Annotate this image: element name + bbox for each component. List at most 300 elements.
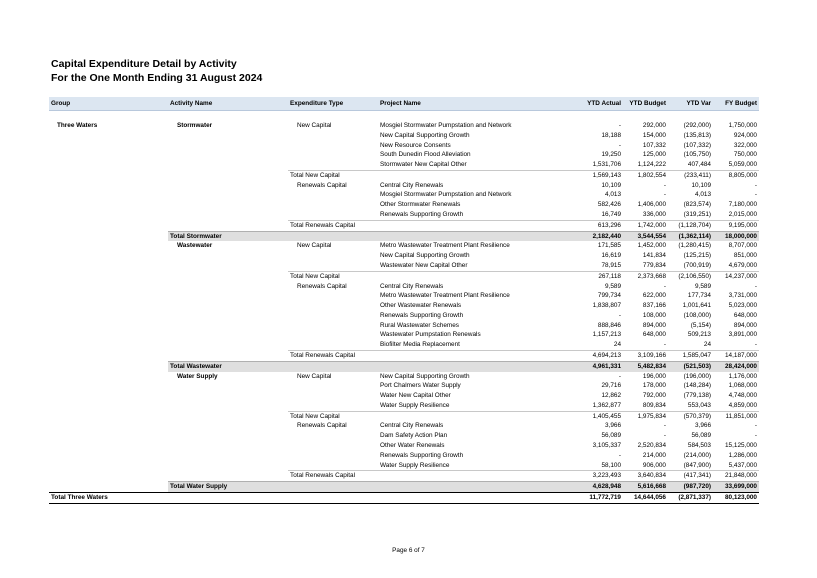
table-row xyxy=(49,291,759,301)
ytd-var-cell: 509,213 xyxy=(687,331,711,339)
project-cell: Wastewater New Capital Other xyxy=(380,261,468,269)
activity-cell xyxy=(168,291,288,301)
ytd-var-cell: (1,128,704) xyxy=(668,220,713,231)
ytd-var-cell: (521,503) xyxy=(668,361,713,371)
fy-budget-cell: 8,805,000 xyxy=(713,170,759,180)
group-cell xyxy=(49,190,168,200)
table-row xyxy=(49,301,759,311)
fy-budget-cell: 1,286,000 xyxy=(728,451,757,459)
fy-budget-cell: 5,023,000 xyxy=(728,302,757,310)
group-cell xyxy=(49,421,168,431)
project-cell: Renewals Supporting Growth xyxy=(380,451,464,459)
col-header-project: Project Name xyxy=(378,97,575,111)
group-total-label: Total Three Waters xyxy=(49,492,168,503)
group-cell xyxy=(49,361,168,371)
activity-cell xyxy=(168,350,288,361)
fy-budget-cell: 3,891,000 xyxy=(728,331,757,339)
ytd-actual-cell: - xyxy=(618,311,621,319)
ytd-var-cell: 9,589 xyxy=(695,282,711,290)
report-subtitle: For the One Month Ending 31 August 2024 xyxy=(51,72,263,84)
activity-cell xyxy=(168,381,288,391)
expenditure-type-cell xyxy=(288,482,378,493)
expenditure-type-cell xyxy=(288,231,378,241)
subtotal-label: Total New Capital xyxy=(288,170,378,180)
project-cell: Other Wastewater Renewals xyxy=(380,302,462,310)
subtotal-row xyxy=(49,271,759,281)
project-cell: Central City Renewals xyxy=(380,422,444,430)
ytd-actual-cell: 3,105,337 xyxy=(592,442,621,449)
ytd-actual-cell: 171,585 xyxy=(597,242,621,250)
ytd-var-cell: (135,813) xyxy=(683,131,711,139)
ytd-actual-cell: 888,846 xyxy=(597,321,621,329)
col-header-ytd-actual: YTD Actual xyxy=(575,97,623,111)
expenditure-type-cell xyxy=(288,330,378,340)
ytd-actual-cell: 613,296 xyxy=(575,220,623,231)
group-cell xyxy=(49,291,168,301)
col-header-group: Group xyxy=(49,97,168,111)
project-cell: Wastewater Pumpstation Renewals xyxy=(380,331,481,339)
ytd-actual-cell: 58,100 xyxy=(601,461,621,469)
fy-budget-cell: 3,731,000 xyxy=(728,292,757,300)
ytd-actual-cell: 18,188 xyxy=(601,131,621,139)
group-cell xyxy=(49,372,168,382)
table-row xyxy=(49,121,759,131)
ytd-budget-cell: 107,332 xyxy=(642,141,666,149)
fy-budget-cell: - xyxy=(754,191,757,199)
ytd-actual-cell: 1,569,143 xyxy=(575,170,623,180)
ytd-budget-cell: 5,482,834 xyxy=(623,361,668,371)
table-row xyxy=(49,321,759,331)
group-cell xyxy=(49,330,168,340)
fy-budget-cell: 11,851,000 xyxy=(713,411,759,421)
group-cell xyxy=(49,301,168,311)
activity-cell xyxy=(168,431,288,441)
project-cell: New Capital Supporting Growth xyxy=(380,372,470,380)
expenditure-type-cell: Renewals Capital xyxy=(297,282,347,290)
ytd-var-cell: (125,215) xyxy=(683,252,711,260)
group-cell xyxy=(49,391,168,401)
ytd-budget-cell: 178,000 xyxy=(642,382,666,390)
table-row xyxy=(49,160,759,170)
activity-cell xyxy=(168,141,288,151)
ytd-budget-cell: 2,373,668 xyxy=(623,271,668,281)
expenditure-type-cell xyxy=(288,311,378,321)
expenditure-type-cell xyxy=(288,261,378,271)
ytd-actual-cell: 1,838,807 xyxy=(592,302,621,310)
project-cell: Central City Renewals xyxy=(380,181,444,189)
fy-budget-cell: 5,437,000 xyxy=(728,461,757,469)
group-cell xyxy=(49,181,168,191)
group-cell xyxy=(49,160,168,170)
project-cell xyxy=(378,411,575,421)
group-cell xyxy=(49,482,168,493)
table-row xyxy=(49,190,759,200)
ytd-var-cell: (148,284) xyxy=(683,382,711,390)
group-cell xyxy=(49,431,168,441)
activity-total-label: Total Water Supply xyxy=(168,482,288,493)
table-row xyxy=(49,141,759,151)
project-cell: Stormwater New Capital Other xyxy=(380,161,467,169)
ytd-budget-cell: 894,000 xyxy=(642,321,666,329)
project-cell xyxy=(378,361,575,371)
ytd-actual-cell: 1,157,213 xyxy=(592,331,621,339)
project-cell: New Resource Consents xyxy=(380,141,451,149)
ytd-var-cell: (214,000) xyxy=(683,451,711,459)
activity-cell xyxy=(168,150,288,160)
fy-budget-cell: 8,707,000 xyxy=(728,242,757,250)
ytd-var-cell: (987,720) xyxy=(668,482,713,493)
activity-cell xyxy=(168,282,288,292)
activity-cell xyxy=(168,451,288,461)
table-row xyxy=(49,330,759,340)
table-row xyxy=(49,261,759,271)
fy-budget-cell: 1,068,000 xyxy=(728,382,757,390)
activity-cell xyxy=(168,160,288,170)
group-cell xyxy=(49,282,168,292)
ytd-var-cell: 3,966 xyxy=(695,422,711,430)
ytd-var-cell: (196,000) xyxy=(683,372,711,380)
ytd-budget-cell: 779,834 xyxy=(642,261,666,269)
table-row xyxy=(49,451,759,461)
expenditure-type-cell xyxy=(288,381,378,391)
fy-budget-cell: 924,000 xyxy=(733,131,757,139)
project-cell: Metro Wastewater Treatment Plant Resilience xyxy=(380,292,510,300)
ytd-actual-cell: - xyxy=(618,122,621,129)
activity-cell xyxy=(168,441,288,451)
ytd-budget-cell: - xyxy=(663,422,666,430)
ytd-budget-cell: 1,124,222 xyxy=(637,161,666,169)
subtotal-row xyxy=(49,170,759,180)
project-cell: South Dunedin Flood Alleviation xyxy=(380,151,471,159)
subtotal-label: Total New Capital xyxy=(288,411,378,421)
ytd-actual-cell: 1,362,877 xyxy=(592,401,621,409)
project-cell: Water New Capital Other xyxy=(380,392,451,400)
fy-budget-cell: 851,000 xyxy=(733,252,757,260)
ytd-budget-cell: 336,000 xyxy=(642,211,666,219)
fy-budget-cell: 15,125,000 xyxy=(725,442,757,449)
table-row xyxy=(49,431,759,441)
activity-total-label: Total Stormwater xyxy=(168,231,288,241)
ytd-budget-cell: - xyxy=(663,282,666,290)
ytd-actual-cell: 10,109 xyxy=(601,181,621,189)
activity-cell xyxy=(168,190,288,200)
ytd-actual-cell: 267,118 xyxy=(575,271,623,281)
project-cell: New Capital Supporting Growth xyxy=(380,131,470,139)
ytd-actual-cell: 24 xyxy=(613,341,621,349)
expenditure-type-cell xyxy=(288,251,378,261)
ytd-actual-cell: 1,531,706 xyxy=(592,161,621,169)
subtotal-label: Total Renewals Capital xyxy=(288,350,378,361)
table-row xyxy=(49,340,759,350)
ytd-var-cell: (847,900) xyxy=(683,461,711,469)
activity-cell xyxy=(168,261,288,271)
ytd-budget-cell: 1,742,000 xyxy=(623,220,668,231)
ytd-var-cell: (570,379) xyxy=(668,411,713,421)
activity-cell xyxy=(168,311,288,321)
ytd-var-cell: (107,332) xyxy=(683,141,711,149)
fy-budget-cell: 1,750,000 xyxy=(728,122,757,129)
group-cell xyxy=(49,311,168,321)
project-cell xyxy=(378,271,575,281)
fy-budget-cell: 2,015,000 xyxy=(728,211,757,219)
ytd-actual-cell: 16,619 xyxy=(601,252,621,260)
ytd-budget-cell: - xyxy=(663,432,666,440)
col-header-activity: Activity Name xyxy=(168,97,288,111)
subtotal-label: Total New Capital xyxy=(288,271,378,281)
ytd-budget-cell: 792,000 xyxy=(642,392,666,400)
fy-budget-cell: - xyxy=(754,432,757,440)
table-row xyxy=(49,391,759,401)
activity-cell xyxy=(168,321,288,331)
ytd-actual-cell: 11,772,719 xyxy=(575,492,623,503)
ytd-var-cell: (105,750) xyxy=(683,151,711,159)
expenditure-type-cell xyxy=(288,141,378,151)
subtotal-label: Total Renewals Capital xyxy=(288,220,378,231)
activity-cell xyxy=(168,391,288,401)
activity-cell xyxy=(168,461,288,471)
project-cell: Other Water Renewals xyxy=(380,442,445,449)
ytd-var-cell: (1,362,114) xyxy=(668,231,713,241)
ytd-actual-cell: 19,250 xyxy=(601,151,621,159)
ytd-actual-cell: 2,182,440 xyxy=(575,231,623,241)
ytd-var-cell: 56,089 xyxy=(691,432,711,440)
activity-cell: Wastewater xyxy=(177,242,213,250)
table-row xyxy=(49,210,759,220)
ytd-actual-cell: 3,966 xyxy=(605,422,621,430)
table-row xyxy=(49,461,759,471)
fy-budget-cell: 21,848,000 xyxy=(713,471,759,482)
expenditure-type-cell xyxy=(288,431,378,441)
capex-table xyxy=(49,97,759,504)
ytd-var-cell: (2,106,550) xyxy=(668,271,713,281)
group-cell xyxy=(49,451,168,461)
subtotal-label: Total Renewals Capital xyxy=(288,471,378,482)
ytd-var-cell: (700,919) xyxy=(683,261,711,269)
project-cell: Renewals Supporting Growth xyxy=(380,211,464,219)
expenditure-type-cell: New Capital xyxy=(297,122,332,129)
project-cell xyxy=(378,471,575,482)
fy-budget-cell: 1,176,000 xyxy=(728,372,757,380)
group-cell xyxy=(49,350,168,361)
project-cell: Renewals Supporting Growth xyxy=(380,311,464,319)
ytd-actual-cell: - xyxy=(618,141,621,149)
project-cell: Dam Safety Action Plan xyxy=(380,432,448,440)
activity-cell xyxy=(168,411,288,421)
table-row xyxy=(49,282,759,292)
project-cell: Rural Wastewater Schemes xyxy=(380,321,459,329)
activity-cell: Water Supply xyxy=(177,372,218,380)
project-cell xyxy=(378,350,575,361)
ytd-actual-cell: 9,589 xyxy=(605,282,621,290)
fy-budget-cell: 80,123,000 xyxy=(713,492,759,503)
ytd-var-cell: (823,574) xyxy=(683,201,711,209)
fy-budget-cell: 750,000 xyxy=(733,151,757,159)
fy-budget-cell: 14,187,000 xyxy=(713,350,759,361)
fy-budget-cell: 4,859,000 xyxy=(728,401,757,409)
expenditure-type-cell xyxy=(288,451,378,461)
group-cell: Three Waters xyxy=(57,122,98,129)
ytd-budget-cell: 837,166 xyxy=(642,302,666,310)
project-cell xyxy=(378,170,575,180)
group-cell xyxy=(49,150,168,160)
group-cell xyxy=(49,241,168,251)
expenditure-type-cell xyxy=(288,190,378,200)
fy-budget-cell: 4,679,000 xyxy=(728,261,757,269)
col-header-ytd-budget: YTD Budget xyxy=(623,97,668,111)
subtotal-row xyxy=(49,411,759,421)
fy-budget-cell: 7,180,000 xyxy=(728,201,757,209)
expenditure-type-cell: Renewals Capital xyxy=(297,181,347,189)
project-cell: Biofilter Media Replacement xyxy=(380,341,460,349)
expenditure-type-cell xyxy=(288,210,378,220)
ytd-actual-cell: - xyxy=(618,451,621,459)
ytd-budget-cell: - xyxy=(663,181,666,189)
ytd-var-cell: (292,000) xyxy=(683,122,711,129)
group-cell xyxy=(49,461,168,471)
project-cell xyxy=(378,220,575,231)
expenditure-type-cell xyxy=(288,391,378,401)
activity-cell xyxy=(168,170,288,180)
activity-cell xyxy=(168,220,288,231)
project-cell: Metro Wastewater Treatment Plant Resilience xyxy=(380,242,510,250)
group-cell xyxy=(49,321,168,331)
ytd-budget-cell: 1,452,000 xyxy=(637,242,666,250)
group-total-row xyxy=(49,492,759,503)
expenditure-type-cell xyxy=(288,361,378,371)
page-number: Page 6 of 7 xyxy=(392,547,425,554)
group-cell xyxy=(49,231,168,241)
group-cell xyxy=(49,131,168,141)
ytd-budget-cell: - xyxy=(663,341,666,349)
subtotal-row xyxy=(49,471,759,482)
ytd-var-cell: (5,154) xyxy=(690,321,711,329)
expenditure-type-cell xyxy=(288,321,378,331)
project-cell: Other Stormwater Renewals xyxy=(380,201,461,209)
activity-cell xyxy=(168,401,288,411)
ytd-actual-cell: 582,426 xyxy=(597,201,621,209)
fy-budget-cell: 9,195,000 xyxy=(713,220,759,231)
activity-cell xyxy=(168,340,288,350)
group-cell xyxy=(49,261,168,271)
ytd-actual-cell: 16,749 xyxy=(601,211,621,219)
table-header-row xyxy=(49,97,759,111)
ytd-budget-cell: 125,000 xyxy=(642,151,666,159)
ytd-budget-cell: 3,544,554 xyxy=(623,231,668,241)
project-cell: Water Supply Resilience xyxy=(380,401,450,409)
ytd-budget-cell: 1,975,834 xyxy=(623,411,668,421)
ytd-budget-cell: 292,000 xyxy=(642,122,666,129)
fy-budget-cell: 28,424,000 xyxy=(713,361,759,371)
ytd-budget-cell: 154,000 xyxy=(642,131,666,139)
expenditure-type-cell xyxy=(288,340,378,350)
ytd-var-cell: (108,000) xyxy=(683,311,711,319)
group-cell xyxy=(49,210,168,220)
expenditure-type-cell xyxy=(288,160,378,170)
ytd-budget-cell: 141,834 xyxy=(642,252,666,260)
fy-budget-cell: 648,000 xyxy=(733,311,757,319)
ytd-actual-cell: 4,694,213 xyxy=(575,350,623,361)
table-row xyxy=(49,311,759,321)
header-spacer xyxy=(49,111,759,122)
ytd-budget-cell: 1,406,000 xyxy=(637,201,666,209)
ytd-actual-cell: 3,223,493 xyxy=(575,471,623,482)
project-cell xyxy=(378,231,575,241)
ytd-actual-cell: 799,734 xyxy=(597,292,621,300)
ytd-var-cell: 584,503 xyxy=(687,442,711,449)
table-row xyxy=(49,421,759,431)
project-cell: Central City Renewals xyxy=(380,282,444,290)
fy-budget-cell: 18,000,000 xyxy=(713,231,759,241)
ytd-budget-cell: 196,000 xyxy=(642,372,666,380)
ytd-budget-cell: 648,000 xyxy=(642,331,666,339)
group-cell xyxy=(49,251,168,261)
activity-cell xyxy=(168,251,288,261)
table-row xyxy=(49,381,759,391)
ytd-var-cell: (2,871,337) xyxy=(668,492,713,503)
group-cell xyxy=(49,441,168,451)
project-cell xyxy=(378,482,575,493)
ytd-var-cell: (1,280,415) xyxy=(678,242,711,250)
table-row xyxy=(49,200,759,210)
activity-cell xyxy=(168,271,288,281)
activity-cell: Stormwater xyxy=(177,122,213,129)
table-body xyxy=(49,121,759,503)
ytd-var-cell: (319,251) xyxy=(683,211,711,219)
ytd-var-cell: 10,109 xyxy=(691,181,711,189)
ytd-actual-cell: 12,862 xyxy=(601,392,621,400)
ytd-var-cell: 407,484 xyxy=(687,161,711,169)
table-row xyxy=(49,372,759,382)
table-row xyxy=(49,241,759,251)
subtotal-row xyxy=(49,350,759,361)
activity-total-label: Total Wastewater xyxy=(168,361,288,371)
fy-budget-cell: 33,699,000 xyxy=(713,482,759,493)
fy-budget-cell: 894,000 xyxy=(733,321,757,329)
ytd-var-cell: (233,411) xyxy=(668,170,713,180)
activity-cell xyxy=(168,210,288,220)
activity-total-row xyxy=(49,482,759,493)
ytd-budget-cell: 3,640,834 xyxy=(623,471,668,482)
ytd-var-cell: 177,734 xyxy=(687,292,711,300)
ytd-budget-cell: 2,520,834 xyxy=(637,442,666,449)
project-cell: Port Chalmers Water Supply xyxy=(380,382,461,390)
expenditure-type-cell xyxy=(288,200,378,210)
activity-cell xyxy=(168,181,288,191)
ytd-var-cell: 553,043 xyxy=(687,401,711,409)
ytd-budget-cell: 3,109,166 xyxy=(623,350,668,361)
activity-cell xyxy=(168,330,288,340)
table-row xyxy=(49,401,759,411)
group-cell xyxy=(49,411,168,421)
group-cell xyxy=(49,271,168,281)
expenditure-type-cell: New Capital xyxy=(297,372,332,380)
ytd-budget-cell: 622,000 xyxy=(642,292,666,300)
activity-cell xyxy=(168,131,288,141)
fy-budget-cell: - xyxy=(754,181,757,189)
expenditure-type-cell xyxy=(288,401,378,411)
col-header-ytd-var: YTD Var xyxy=(668,97,713,111)
report-title: Capital Expenditure Detail by Activity xyxy=(51,58,237,70)
expenditure-type-cell xyxy=(288,131,378,141)
ytd-var-cell: 24 xyxy=(703,341,711,349)
fy-budget-cell: 14,237,000 xyxy=(713,271,759,281)
project-cell: Mosgiel Stormwater Pumpstation and Network xyxy=(380,191,512,199)
table-row xyxy=(49,181,759,191)
ytd-budget-cell: 14,644,056 xyxy=(623,492,668,503)
expenditure-type-cell xyxy=(288,150,378,160)
expenditure-type-cell xyxy=(288,291,378,301)
ytd-actual-cell: 4,628,948 xyxy=(575,482,623,493)
